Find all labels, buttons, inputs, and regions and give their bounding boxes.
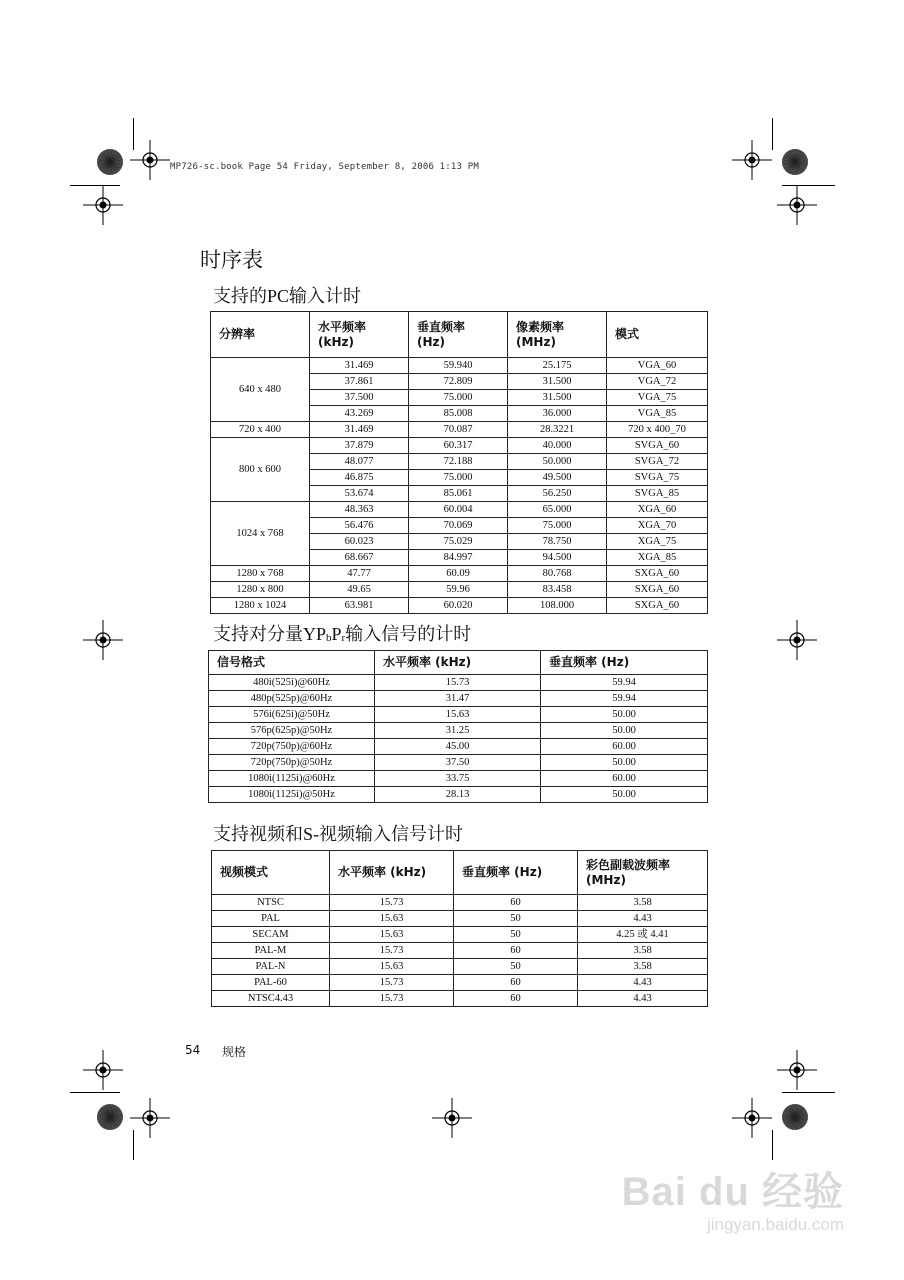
table-cell: SXGA_60	[607, 598, 708, 614]
table-row	[212, 959, 708, 975]
table-cell: 75.000	[409, 470, 508, 486]
table-cell: 78.750	[508, 534, 607, 550]
table-row	[212, 911, 708, 927]
starburst-mark-icon	[781, 1103, 809, 1131]
print-info: MP726-sc.book Page 54 Friday, September 8, 2006 1:13 PM	[170, 162, 480, 172]
table-cell: 15.63	[375, 707, 541, 723]
table-cell: PAL	[212, 911, 330, 927]
pc-header-4: 模式	[607, 312, 708, 358]
table-cell: 15.73	[375, 675, 541, 691]
resolution-cell: 640 x 480	[211, 358, 310, 422]
table-row	[209, 755, 708, 771]
table-cell: 50	[454, 911, 578, 927]
table-cell: 1080i(1125i)@60Hz	[209, 771, 375, 787]
table-cell: NTSC4.43	[212, 991, 330, 1007]
table-cell: 28.13	[375, 787, 541, 803]
pc-timing-table	[210, 311, 708, 614]
table-cell: 83.458	[508, 582, 607, 598]
table-cell: 80.768	[508, 566, 607, 582]
table-cell: 60.00	[541, 771, 708, 787]
table-cell: SXGA_60	[607, 582, 708, 598]
table-cell: 72.809	[409, 374, 508, 390]
table-cell: 59.94	[541, 675, 708, 691]
table-cell: 37.861	[310, 374, 409, 390]
table-cell: XGA_85	[607, 550, 708, 566]
crop-mark	[772, 1130, 773, 1160]
page-title: 时序表	[200, 248, 263, 272]
starburst-mark-icon	[781, 148, 809, 176]
table-cell: 72.188	[409, 454, 508, 470]
table-cell: 4.43	[578, 975, 708, 991]
table-cell: 46.875	[310, 470, 409, 486]
table-cell: 47.77	[310, 566, 409, 582]
table-cell: 60.317	[409, 438, 508, 454]
table-cell: 4.43	[578, 911, 708, 927]
table-cell: 60	[454, 975, 578, 991]
table-cell: 15.63	[330, 959, 454, 975]
table-cell: 3.58	[578, 943, 708, 959]
ypbpr-section-title: 支持对分量$YP_bP_r$输入信号的计时	[213, 624, 472, 645]
table-cell: 33.75	[375, 771, 541, 787]
table-cell: SVGA_60	[607, 438, 708, 454]
registration-mark-icon	[732, 140, 772, 180]
table-cell: VGA_75	[607, 390, 708, 406]
starburst-mark-icon	[96, 148, 124, 176]
table-row	[211, 358, 708, 374]
table-row	[211, 422, 708, 438]
registration-mark-icon	[83, 620, 123, 660]
registration-mark-icon	[777, 620, 817, 660]
watermark-logo: Bai du 经验	[621, 1170, 844, 1214]
table-cell: SVGA_72	[607, 454, 708, 470]
table-cell: 75.000	[409, 390, 508, 406]
resolution-cell: 1280 x 800	[211, 582, 310, 598]
table-cell: 59.96	[409, 582, 508, 598]
table-cell: 31.25	[375, 723, 541, 739]
table-cell: 48.077	[310, 454, 409, 470]
table-cell: SVGA_85	[607, 486, 708, 502]
table-cell: 28.3221	[508, 422, 607, 438]
table-cell: 60.00	[541, 739, 708, 755]
crop-mark	[782, 1092, 835, 1093]
table-cell: 60	[454, 943, 578, 959]
table-cell: 4.43	[578, 991, 708, 1007]
table-cell: 15.73	[330, 991, 454, 1007]
table-cell: 60.023	[310, 534, 409, 550]
table-cell: SECAM	[212, 927, 330, 943]
table-cell: 480p(525p)@60Hz	[209, 691, 375, 707]
video-header-0: 视频模式	[212, 851, 330, 895]
table-cell: 84.997	[409, 550, 508, 566]
table-cell: 36.000	[508, 406, 607, 422]
registration-mark-icon	[130, 1098, 170, 1138]
table-cell: 31.500	[508, 374, 607, 390]
table-row	[212, 975, 708, 991]
table-cell: SXGA_60	[607, 566, 708, 582]
table-row	[211, 438, 708, 454]
table-cell: 94.500	[508, 550, 607, 566]
table-cell: 50	[454, 927, 578, 943]
table-cell: 1080i(1125i)@50Hz	[209, 787, 375, 803]
table-cell: 31.469	[310, 422, 409, 438]
table-cell: 15.73	[330, 943, 454, 959]
table-row	[209, 723, 708, 739]
table-cell: 576p(625p)@50Hz	[209, 723, 375, 739]
table-cell: 53.674	[310, 486, 409, 502]
registration-mark-icon	[732, 1098, 772, 1138]
table-cell: XGA_60	[607, 502, 708, 518]
pc-header-0: 分辨率	[211, 312, 310, 358]
table-row	[209, 739, 708, 755]
table-cell: 4.25 或 4.41	[578, 927, 708, 943]
resolution-cell: 1280 x 1024	[211, 598, 310, 614]
table-cell: 720 x 400_70	[607, 422, 708, 438]
video-header-2: 垂直频率 (Hz)	[454, 851, 578, 895]
ypbpr-timing-table	[208, 650, 708, 803]
table-cell: 15.73	[330, 895, 454, 911]
table-cell: VGA_85	[607, 406, 708, 422]
resolution-cell: 1280 x 768	[211, 566, 310, 582]
table-cell: 45.00	[375, 739, 541, 755]
table-cell: NTSC	[212, 895, 330, 911]
video-header-1: 水平频率 (kHz)	[330, 851, 454, 895]
registration-mark-icon	[432, 1098, 472, 1138]
table-cell: PAL-60	[212, 975, 330, 991]
table-cell: 60	[454, 895, 578, 911]
table-cell: 59.940	[409, 358, 508, 374]
table-cell: 31.47	[375, 691, 541, 707]
resolution-cell: 800 x 600	[211, 438, 310, 502]
table-cell: 37.879	[310, 438, 409, 454]
table-cell: 720p(750p)@60Hz	[209, 739, 375, 755]
table-cell: 15.63	[330, 911, 454, 927]
table-cell: 63.981	[310, 598, 409, 614]
table-cell: 85.008	[409, 406, 508, 422]
table-cell: 576i(625i)@50Hz	[209, 707, 375, 723]
table-cell: 108.000	[508, 598, 607, 614]
table-cell: 3.58	[578, 959, 708, 975]
table-cell: 50.00	[541, 755, 708, 771]
table-cell: 50.00	[541, 723, 708, 739]
video-timing-table	[211, 850, 708, 1007]
table-cell: 59.94	[541, 691, 708, 707]
table-cell: 68.667	[310, 550, 409, 566]
pc-header-3: 像素频率 (MHz)	[508, 312, 607, 358]
table-row	[211, 566, 708, 582]
table-cell: 31.469	[310, 358, 409, 374]
table-row	[212, 943, 708, 959]
video-section-title: 支持视频和S-视频输入信号计时	[213, 824, 464, 845]
page-number: 54	[185, 1043, 201, 1057]
table-row	[209, 691, 708, 707]
table-cell: 43.269	[310, 406, 409, 422]
table-cell: 37.500	[310, 390, 409, 406]
table-cell: 75.000	[508, 518, 607, 534]
table-row	[209, 707, 708, 723]
table-cell: 48.363	[310, 502, 409, 518]
table-cell: 3.58	[578, 895, 708, 911]
crop-mark	[772, 118, 773, 150]
table-cell: XGA_75	[607, 534, 708, 550]
table-cell: 50	[454, 959, 578, 975]
table-row	[209, 787, 708, 803]
table-cell: 720p(750p)@50Hz	[209, 755, 375, 771]
section-label: 规格	[222, 1045, 247, 1059]
table-cell: 56.250	[508, 486, 607, 502]
table-cell: 60	[454, 991, 578, 1007]
table-cell: VGA_72	[607, 374, 708, 390]
starburst-mark-icon	[96, 1103, 124, 1131]
table-cell: 49.65	[310, 582, 409, 598]
table-row	[212, 991, 708, 1007]
table-cell: 37.50	[375, 755, 541, 771]
table-cell: XGA_70	[607, 518, 708, 534]
table-cell: 65.000	[508, 502, 607, 518]
table-cell: 60.09	[409, 566, 508, 582]
table-cell: PAL-M	[212, 943, 330, 959]
table-row	[212, 927, 708, 943]
table-row	[212, 895, 708, 911]
table-cell: 70.087	[409, 422, 508, 438]
pc-header-2: 垂直频率 (Hz)	[409, 312, 508, 358]
table-cell: 31.500	[508, 390, 607, 406]
resolution-cell: 720 x 400	[211, 422, 310, 438]
ypbpr-header-1: 水平频率 (kHz)	[375, 651, 541, 675]
table-cell: 15.63	[330, 927, 454, 943]
table-cell: 49.500	[508, 470, 607, 486]
table-cell: VGA_60	[607, 358, 708, 374]
pc-header-1: 水平频率 (kHz)	[310, 312, 409, 358]
crop-mark	[70, 1092, 120, 1093]
table-cell: PAL-N	[212, 959, 330, 975]
pc-section-title: 支持的PC输入计时	[213, 286, 362, 307]
registration-mark-icon	[83, 185, 123, 225]
table-cell: SVGA_75	[607, 470, 708, 486]
ypbpr-header-2: 垂直频率 (Hz)	[541, 651, 708, 675]
table-row	[209, 771, 708, 787]
table-cell: 50.00	[541, 707, 708, 723]
table-cell: 25.175	[508, 358, 607, 374]
table-cell: 60.004	[409, 502, 508, 518]
video-header-3: 彩色副载波频率 (MHz)	[578, 851, 708, 895]
table-cell: 70.069	[409, 518, 508, 534]
table-row	[209, 675, 708, 691]
table-row	[211, 582, 708, 598]
table-cell: 60.020	[409, 598, 508, 614]
table-cell: 40.000	[508, 438, 607, 454]
table-cell: 85.061	[409, 486, 508, 502]
table-cell: 50.00	[541, 787, 708, 803]
table-row	[211, 598, 708, 614]
table-cell: 56.476	[310, 518, 409, 534]
ypbpr-header-0: 信号格式	[209, 651, 375, 675]
registration-mark-icon	[130, 140, 170, 180]
table-cell: 75.029	[409, 534, 508, 550]
table-cell: 480i(525i)@60Hz	[209, 675, 375, 691]
table-row	[211, 502, 708, 518]
table-cell: 50.000	[508, 454, 607, 470]
registration-mark-icon	[777, 1050, 817, 1090]
resolution-cell: 1024 x 768	[211, 502, 310, 566]
watermark-url: jingyan.baidu.com	[706, 1215, 844, 1234]
registration-mark-icon	[83, 1050, 123, 1090]
registration-mark-icon	[777, 185, 817, 225]
table-cell: 15.73	[330, 975, 454, 991]
